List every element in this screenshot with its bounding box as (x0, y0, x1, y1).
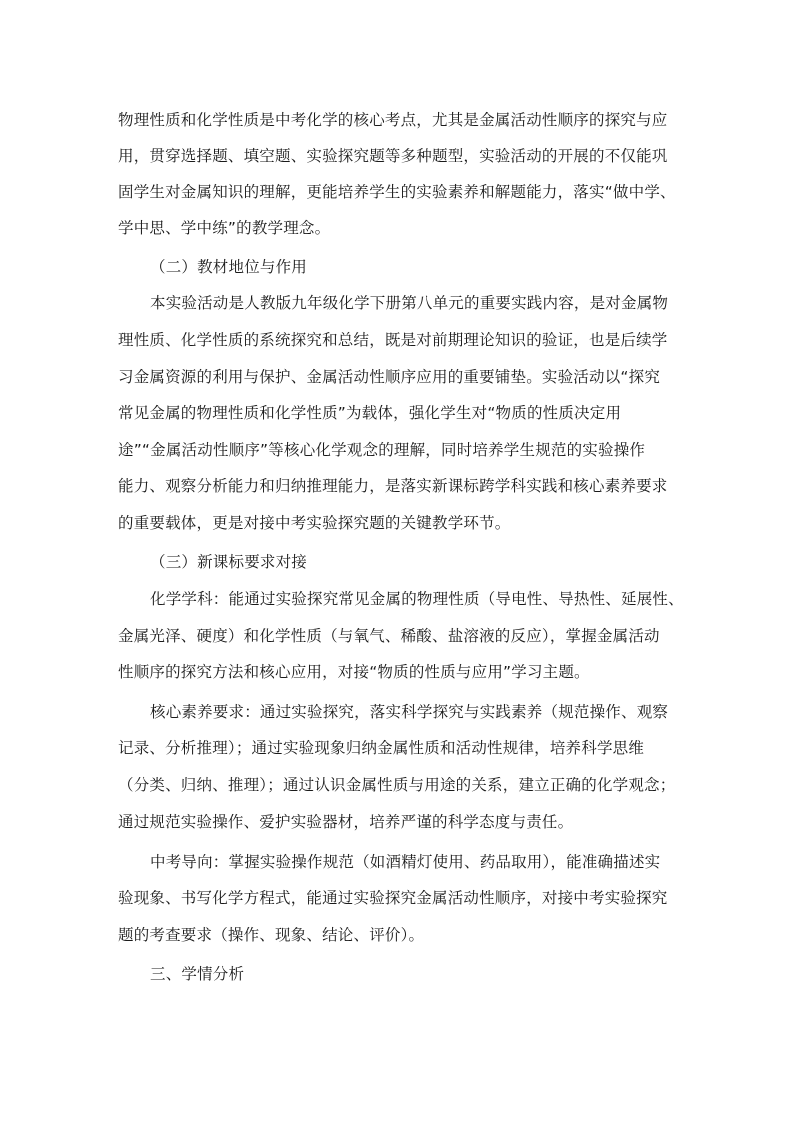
section-heading: （二）教材地位与作用 (150, 258, 308, 276)
paragraph-line: 的重要载体，更是对接中考实验探究题的关键教学环节。 (118, 514, 511, 532)
paragraph-line: 途”“金属活动性顺序”等核心化学观念的理解，同时培养学生规范的实验操作 (118, 441, 646, 459)
paragraph-line: 学中思、学中练”的教学理念。 (118, 219, 331, 237)
paragraph-line: 固学生对金属知识的理解，更能培养学生的实验素养和解题能力，落实“做中学、 (118, 183, 676, 201)
paragraph-line: 题的考查要求（操作、现象、结论、评价）。 (118, 926, 425, 944)
paragraph-line: 理性质、化学性质的系统探究和总结，既是对前期理论知识的验证，也是后续学 (118, 331, 668, 349)
paragraph-line: 本实验活动是人教版九年级化学下册第八单元的重要实践内容，是对金属物 (150, 294, 669, 312)
paragraph-line: 化学学科：能通过实验探究常见金属的物理性质（导电性、导热性、延展性、 (150, 590, 684, 608)
paragraph-line: 性顺序的探究方法和核心应用，对接“物质的性质与应用”学习主题。 (118, 663, 590, 681)
paragraph-line: 通过规范实验操作、爱护实验器材，培养严谨的科学态度与责任。 (118, 813, 574, 831)
paragraph-line: 物理性质和化学性质是中考化学的核心考点，尤其是金属活动性顺序的探究与应 (118, 111, 668, 129)
paragraph-line: 记录、分析推理）；通过实验现象归纳金属性质和活动性规律，培养科学思维 (118, 739, 645, 757)
paragraph-line: 常见金属的物理性质和化学性质”为载体，强化学生对“物质的性质决定用 (118, 404, 622, 422)
paragraph-line: 金属光泽、硬度）和化学性质（与氧气、稀酸、盐溶液的反应），掌握金属活动 (118, 627, 660, 645)
paragraph-line: 验现象、书写化学方程式，能通过实验探究金属活动性顺序，对接中考实验探究 (118, 889, 668, 907)
paragraph-line: （分类、归纳、推理）；通过认识金属性质与用途的关系，建立正确的化学观念； (118, 776, 676, 794)
section-heading: （三）新课标要求对接 (150, 553, 308, 571)
section-heading: 三、学情分析 (150, 965, 245, 983)
paragraph-line: 用，贯穿选择题、填空题、实验探究题等多种题型，实验活动的开展的不仅能巩 (118, 147, 668, 165)
paragraph-line: 能力、观察分析能力和归纳推理能力，是落实新课标跨学科实践和核心素养要求 (118, 477, 668, 495)
paragraph-line: 中考导向：掌握实验操作规范（如酒精灯使用、药品取用），能准确描述实 (150, 853, 661, 871)
paragraph-line: 习金属资源的利用与保护、金属活动性顺序应用的重要铺垫。实验活动以“探究 (118, 368, 661, 386)
paragraph-line: 核心素养要求：通过实验探究，落实科学探究与实践素养（规范操作、观察 (150, 703, 669, 721)
